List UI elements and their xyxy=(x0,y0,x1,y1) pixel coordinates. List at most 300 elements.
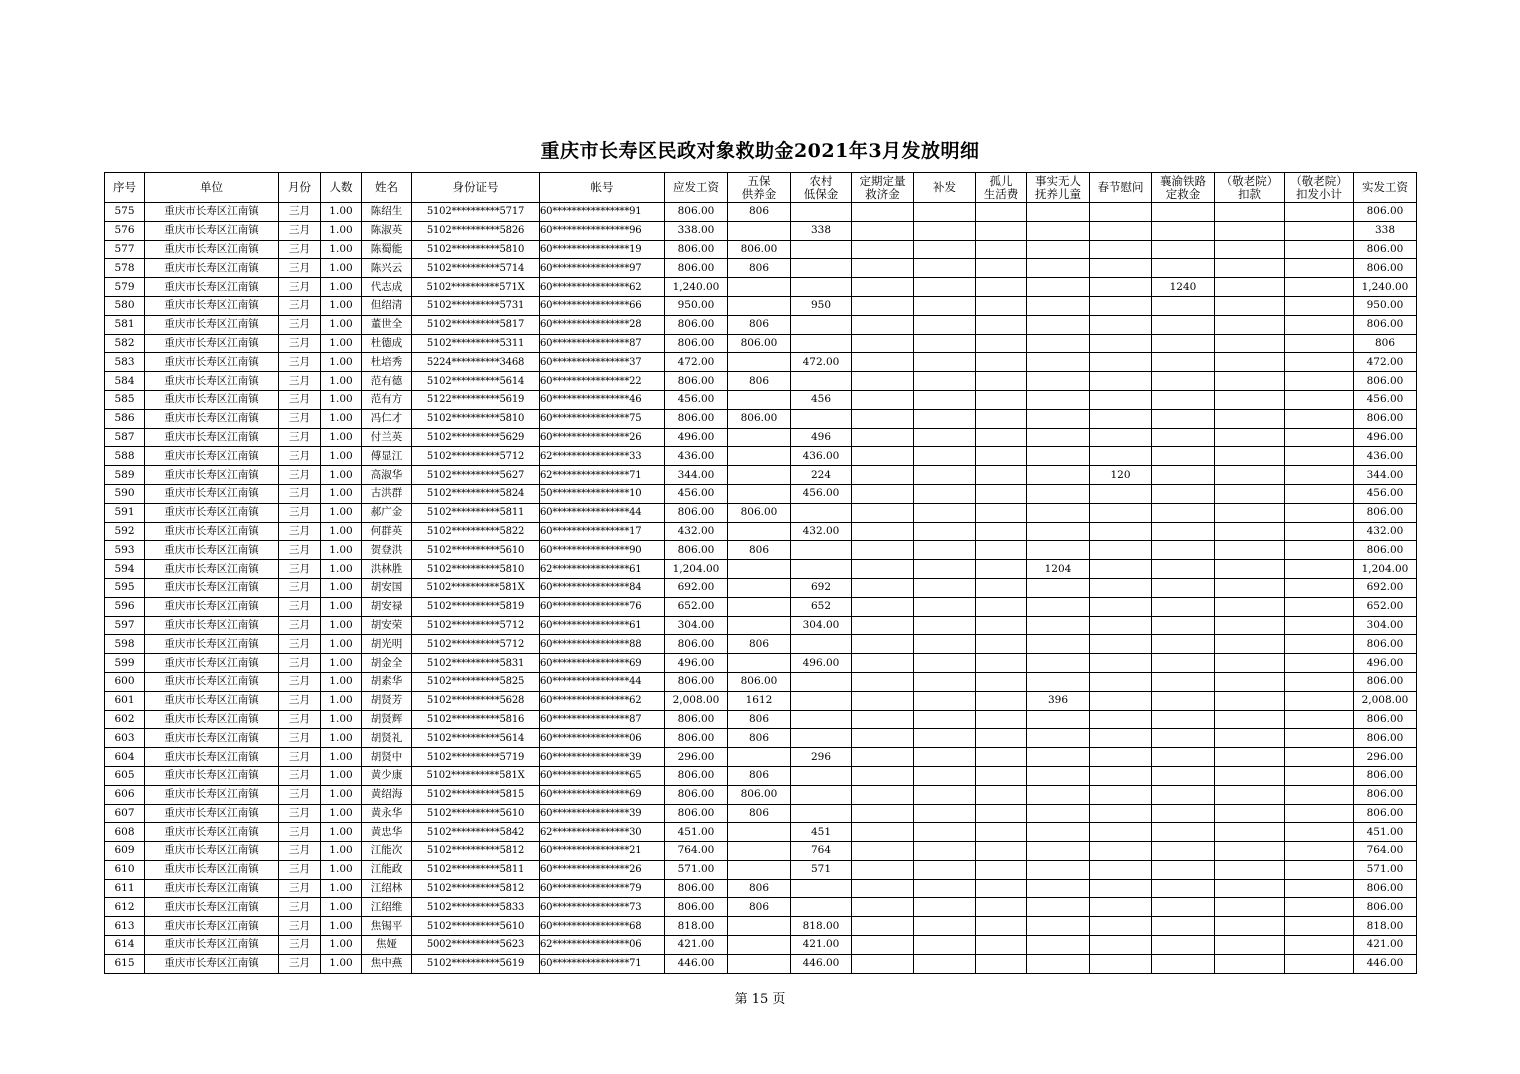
cell-nursing-home-subtotal xyxy=(1285,748,1354,767)
page-title: 重庆市长寿区民政对象救助金2021年3月发放明细 xyxy=(540,140,980,162)
cell-unit: 重庆市长寿区江南镇 xyxy=(145,616,279,635)
cell-id-number: 5102**********5629 xyxy=(412,428,540,447)
cell-back-pay xyxy=(914,823,976,842)
header-text: 帐号 xyxy=(590,180,614,194)
cell-unattended-child xyxy=(1027,578,1090,597)
cell-month: 三月 xyxy=(279,804,321,823)
cell-month: 三月 xyxy=(279,917,321,936)
cell-month: 三月 xyxy=(279,278,321,297)
cell-rural-subsistence xyxy=(791,541,852,560)
cell-back-pay xyxy=(914,296,976,315)
cell-seq: 575 xyxy=(105,203,145,222)
cell-gross-pay: 1,204.00 xyxy=(665,560,728,579)
cell-unit: 重庆市长寿区江南镇 xyxy=(145,917,279,936)
cell-unit: 重庆市长寿区江南镇 xyxy=(145,860,279,879)
cell-nursing-home-deduction xyxy=(1215,522,1285,541)
cell-unit: 重庆市长寿区江南镇 xyxy=(145,654,279,673)
cell-seq: 612 xyxy=(105,898,145,917)
header-text: （敬老院） xyxy=(1290,173,1348,188)
cell-month: 三月 xyxy=(279,616,321,635)
cell-name: 郝广金 xyxy=(362,503,412,522)
cell-nursing-home-subtotal xyxy=(1285,710,1354,729)
cell-name: 江绍维 xyxy=(362,898,412,917)
cell-five-guarantee: 806 xyxy=(728,804,791,823)
cell-festival-condolence xyxy=(1090,729,1152,748)
cell-railway-relief xyxy=(1152,654,1215,673)
cell-gross-pay: 338.00 xyxy=(665,221,728,240)
cell-regular-relief xyxy=(852,447,914,466)
header-account xyxy=(540,173,665,203)
cell-railway-relief xyxy=(1152,409,1215,428)
cell-railway-relief xyxy=(1152,936,1215,955)
cell-seq: 605 xyxy=(105,766,145,785)
cell-unit: 重庆市长寿区江南镇 xyxy=(145,785,279,804)
header-text: 低保金 xyxy=(803,186,839,201)
cell-nursing-home-deduction xyxy=(1215,729,1285,748)
cell-account: 60****************65 xyxy=(540,766,665,785)
cell-back-pay xyxy=(914,672,976,691)
cell-orphan-allowance xyxy=(976,917,1027,936)
cell-nursing-home-subtotal xyxy=(1285,729,1354,748)
cell-back-pay xyxy=(914,503,976,522)
cell-nursing-home-deduction xyxy=(1215,635,1285,654)
cell-railway-relief xyxy=(1152,823,1215,842)
cell-seq: 581 xyxy=(105,315,145,334)
cell-railway-relief xyxy=(1152,710,1215,729)
cell-unattended-child xyxy=(1027,804,1090,823)
cell-id-number: 5102**********5610 xyxy=(412,541,540,560)
cell-railway-relief xyxy=(1152,522,1215,541)
cell-nursing-home-deduction xyxy=(1215,785,1285,804)
cell-unit: 重庆市长寿区江南镇 xyxy=(145,578,279,597)
header-text: 定救金 xyxy=(1165,186,1201,201)
cell-unit: 重庆市长寿区江南镇 xyxy=(145,353,279,372)
cell-regular-relief xyxy=(852,917,914,936)
header-text: 供养金 xyxy=(741,186,777,201)
cell-regular-relief xyxy=(852,390,914,409)
cell-gross-pay: 1,240.00 xyxy=(665,278,728,297)
cell-id-number: 5102**********5627 xyxy=(412,466,540,485)
header-back-pay xyxy=(914,173,976,203)
table-row xyxy=(105,578,1417,597)
cell-gross-pay: 950.00 xyxy=(665,296,728,315)
cell-net-pay: 652.00 xyxy=(1354,597,1417,616)
cell-unattended-child xyxy=(1027,409,1090,428)
cell-orphan-allowance xyxy=(976,842,1027,861)
cell-back-pay xyxy=(914,315,976,334)
header-text: 身份证号 xyxy=(452,180,499,194)
cell-regular-relief xyxy=(852,748,914,767)
cell-unit: 重庆市长寿区江南镇 xyxy=(145,879,279,898)
cell-rural-subsistence: 472.00 xyxy=(791,353,852,372)
header-net-pay xyxy=(1354,173,1417,203)
cell-orphan-allowance xyxy=(976,578,1027,597)
cell-unit: 重庆市长寿区江南镇 xyxy=(145,710,279,729)
cell-orphan-allowance xyxy=(976,203,1027,222)
cell-net-pay: 818.00 xyxy=(1354,917,1417,936)
table-row xyxy=(105,484,1417,503)
cell-orphan-allowance xyxy=(976,522,1027,541)
cell-five-guarantee: 806 xyxy=(728,541,791,560)
cell-name: 范有德 xyxy=(362,372,412,391)
cell-railway-relief xyxy=(1152,860,1215,879)
cell-id-number: 5102**********5831 xyxy=(412,654,540,673)
table-row xyxy=(105,278,1417,297)
table-row xyxy=(105,428,1417,447)
cell-gross-pay: 451.00 xyxy=(665,823,728,842)
cell-orphan-allowance xyxy=(976,484,1027,503)
cell-back-pay xyxy=(914,691,976,710)
cell-rural-subsistence: 818.00 xyxy=(791,917,852,936)
cell-account: 60****************39 xyxy=(540,748,665,767)
cell-festival-condolence xyxy=(1090,597,1152,616)
cell-festival-condolence xyxy=(1090,522,1152,541)
cell-unattended-child: 396 xyxy=(1027,691,1090,710)
cell-five-guarantee: 806 xyxy=(728,372,791,391)
cell-orphan-allowance xyxy=(976,503,1027,522)
cell-count: 1.00 xyxy=(321,804,362,823)
cell-net-pay: 296.00 xyxy=(1354,748,1417,767)
cell-month: 三月 xyxy=(279,672,321,691)
cell-net-pay: 344.00 xyxy=(1354,466,1417,485)
cell-id-number: 5102**********5833 xyxy=(412,898,540,917)
header-text: 单位 xyxy=(200,180,223,194)
cell-month: 三月 xyxy=(279,879,321,898)
cell-orphan-allowance xyxy=(976,447,1027,466)
cell-festival-condolence xyxy=(1090,560,1152,579)
cell-nursing-home-subtotal xyxy=(1285,296,1354,315)
cell-orphan-allowance xyxy=(976,635,1027,654)
cell-back-pay xyxy=(914,654,976,673)
table-row xyxy=(105,409,1417,428)
cell-railway-relief: 1240 xyxy=(1152,278,1215,297)
cell-seq: 580 xyxy=(105,296,145,315)
header-text: 补发 xyxy=(933,180,956,194)
header-name xyxy=(362,173,412,203)
cell-net-pay: 2,008.00 xyxy=(1354,691,1417,710)
cell-unit: 重庆市长寿区江南镇 xyxy=(145,597,279,616)
cell-month: 三月 xyxy=(279,729,321,748)
cell-net-pay: 446.00 xyxy=(1354,954,1417,973)
cell-festival-condolence xyxy=(1090,372,1152,391)
cell-net-pay: 456.00 xyxy=(1354,484,1417,503)
cell-rural-subsistence: 692 xyxy=(791,578,852,597)
cell-gross-pay: 652.00 xyxy=(665,597,728,616)
cell-name: 胡金全 xyxy=(362,654,412,673)
cell-name: 何群英 xyxy=(362,522,412,541)
cell-unit: 重庆市长寿区江南镇 xyxy=(145,541,279,560)
cell-count: 1.00 xyxy=(321,710,362,729)
cell-id-number: 5002**********5623 xyxy=(412,936,540,955)
header-text: 扣款 xyxy=(1238,186,1261,201)
cell-unit: 重庆市长寿区江南镇 xyxy=(145,729,279,748)
cell-five-guarantee xyxy=(728,748,791,767)
cell-back-pay xyxy=(914,748,976,767)
cell-orphan-allowance xyxy=(976,597,1027,616)
cell-name: 陈兴云 xyxy=(362,259,412,278)
cell-unit: 重庆市长寿区江南镇 xyxy=(145,203,279,222)
cell-id-number: 5102**********5311 xyxy=(412,334,540,353)
cell-regular-relief xyxy=(852,503,914,522)
cell-orphan-allowance xyxy=(976,691,1027,710)
cell-count: 1.00 xyxy=(321,936,362,955)
cell-unattended-child xyxy=(1027,522,1090,541)
cell-month: 三月 xyxy=(279,635,321,654)
cell-id-number: 5102**********5714 xyxy=(412,259,540,278)
cell-unit: 重庆市长寿区江南镇 xyxy=(145,372,279,391)
cell-count: 1.00 xyxy=(321,503,362,522)
cell-name: 付兰英 xyxy=(362,428,412,447)
cell-id-number: 5102**********5812 xyxy=(412,879,540,898)
cell-railway-relief xyxy=(1152,466,1215,485)
cell-net-pay: 764.00 xyxy=(1354,842,1417,861)
cell-orphan-allowance xyxy=(976,785,1027,804)
cell-festival-condolence xyxy=(1090,823,1152,842)
cell-account: 60****************71 xyxy=(540,954,665,973)
cell-id-number: 5122**********5619 xyxy=(412,390,540,409)
cell-festival-condolence xyxy=(1090,315,1152,334)
cell-id-number: 5102**********5610 xyxy=(412,804,540,823)
cell-unit: 重庆市长寿区江南镇 xyxy=(145,522,279,541)
cell-five-guarantee xyxy=(728,278,791,297)
cell-five-guarantee: 806 xyxy=(728,710,791,729)
cell-month: 三月 xyxy=(279,372,321,391)
table-row xyxy=(105,842,1417,861)
cell-railway-relief xyxy=(1152,390,1215,409)
cell-back-pay xyxy=(914,409,976,428)
cell-count: 1.00 xyxy=(321,879,362,898)
cell-nursing-home-subtotal xyxy=(1285,484,1354,503)
cell-unit: 重庆市长寿区江南镇 xyxy=(145,560,279,579)
cell-festival-condolence xyxy=(1090,259,1152,278)
header-text: 农村 xyxy=(809,173,833,188)
header-text: 襄渝铁路 xyxy=(1160,173,1206,188)
cell-nursing-home-subtotal xyxy=(1285,597,1354,616)
cell-five-guarantee xyxy=(728,484,791,503)
cell-back-pay xyxy=(914,240,976,259)
cell-count: 1.00 xyxy=(321,748,362,767)
cell-rural-subsistence xyxy=(791,710,852,729)
cell-festival-condolence xyxy=(1090,936,1152,955)
cell-orphan-allowance xyxy=(976,954,1027,973)
cell-gross-pay: 344.00 xyxy=(665,466,728,485)
cell-month: 三月 xyxy=(279,748,321,767)
table-row xyxy=(105,710,1417,729)
cell-nursing-home-subtotal xyxy=(1285,334,1354,353)
cell-nursing-home-subtotal xyxy=(1285,221,1354,240)
table-row xyxy=(105,503,1417,522)
cell-nursing-home-subtotal xyxy=(1285,917,1354,936)
cell-name: 杜德成 xyxy=(362,334,412,353)
cell-account: 60****************39 xyxy=(540,804,665,823)
cell-regular-relief xyxy=(852,353,914,372)
cell-unattended-child xyxy=(1027,240,1090,259)
cell-seq: 601 xyxy=(105,691,145,710)
cell-unattended-child xyxy=(1027,729,1090,748)
cell-unit: 重庆市长寿区江南镇 xyxy=(145,672,279,691)
cell-regular-relief xyxy=(852,278,914,297)
cell-orphan-allowance xyxy=(976,296,1027,315)
cell-unattended-child xyxy=(1027,672,1090,691)
cell-net-pay: 806.00 xyxy=(1354,672,1417,691)
header-count xyxy=(321,173,362,203)
table-row xyxy=(105,936,1417,955)
table-row xyxy=(105,560,1417,579)
cell-festival-condolence xyxy=(1090,898,1152,917)
cell-net-pay: 692.00 xyxy=(1354,578,1417,597)
table-row xyxy=(105,296,1417,315)
cell-nursing-home-subtotal xyxy=(1285,691,1354,710)
cell-account: 60****************96 xyxy=(540,221,665,240)
cell-festival-condolence xyxy=(1090,503,1152,522)
cell-nursing-home-deduction xyxy=(1215,578,1285,597)
cell-regular-relief xyxy=(852,409,914,428)
cell-name: 胡贤辉 xyxy=(362,710,412,729)
cell-seq: 609 xyxy=(105,842,145,861)
cell-net-pay: 456.00 xyxy=(1354,390,1417,409)
cell-back-pay xyxy=(914,898,976,917)
cell-gross-pay: 806.00 xyxy=(665,804,728,823)
cell-gross-pay: 806.00 xyxy=(665,315,728,334)
header-text: 抚养儿童 xyxy=(1035,186,1081,201)
cell-orphan-allowance xyxy=(976,259,1027,278)
cell-month: 三月 xyxy=(279,353,321,372)
cell-name: 范有方 xyxy=(362,390,412,409)
cell-month: 三月 xyxy=(279,466,321,485)
cell-month: 三月 xyxy=(279,710,321,729)
cell-account: 50****************10 xyxy=(540,484,665,503)
cell-orphan-allowance xyxy=(976,541,1027,560)
cell-rural-subsistence xyxy=(791,503,852,522)
cell-count: 1.00 xyxy=(321,334,362,353)
cell-nursing-home-deduction xyxy=(1215,879,1285,898)
cell-back-pay xyxy=(914,560,976,579)
cell-seq: 598 xyxy=(105,635,145,654)
cell-unattended-child xyxy=(1027,334,1090,353)
cell-month: 三月 xyxy=(279,296,321,315)
cell-five-guarantee xyxy=(728,221,791,240)
cell-back-pay xyxy=(914,842,976,861)
table-row xyxy=(105,334,1417,353)
cell-orphan-allowance xyxy=(976,353,1027,372)
cell-net-pay: 304.00 xyxy=(1354,616,1417,635)
header-unattended-child xyxy=(1027,173,1090,203)
relief-payment-table xyxy=(104,172,1417,974)
cell-regular-relief xyxy=(852,616,914,635)
cell-festival-condolence xyxy=(1090,221,1152,240)
cell-orphan-allowance xyxy=(976,466,1027,485)
cell-unit: 重庆市长寿区江南镇 xyxy=(145,278,279,297)
cell-id-number: 5102**********5816 xyxy=(412,710,540,729)
cell-id-number: 5102**********5825 xyxy=(412,672,540,691)
cell-rural-subsistence: 456 xyxy=(791,390,852,409)
cell-nursing-home-deduction xyxy=(1215,447,1285,466)
cell-five-guarantee xyxy=(728,842,791,861)
cell-back-pay xyxy=(914,447,976,466)
cell-festival-condolence xyxy=(1090,879,1152,898)
cell-unit: 重庆市长寿区江南镇 xyxy=(145,409,279,428)
cell-festival-condolence xyxy=(1090,635,1152,654)
cell-regular-relief xyxy=(852,785,914,804)
table-row xyxy=(105,766,1417,785)
cell-unattended-child xyxy=(1027,785,1090,804)
cell-id-number: 5102**********5812 xyxy=(412,842,540,861)
cell-net-pay: 806.00 xyxy=(1354,729,1417,748)
cell-net-pay: 806.00 xyxy=(1354,710,1417,729)
cell-seq: 614 xyxy=(105,936,145,955)
cell-nursing-home-deduction xyxy=(1215,691,1285,710)
cell-account: 60****************19 xyxy=(540,240,665,259)
cell-railway-relief xyxy=(1152,804,1215,823)
cell-railway-relief xyxy=(1152,240,1215,259)
cell-railway-relief xyxy=(1152,296,1215,315)
cell-back-pay xyxy=(914,597,976,616)
cell-nursing-home-deduction xyxy=(1215,259,1285,278)
cell-railway-relief xyxy=(1152,334,1215,353)
cell-unattended-child xyxy=(1027,466,1090,485)
cell-name: 陈蜀能 xyxy=(362,240,412,259)
table-row xyxy=(105,597,1417,616)
cell-back-pay xyxy=(914,879,976,898)
cell-count: 1.00 xyxy=(321,447,362,466)
cell-rural-subsistence: 950 xyxy=(791,296,852,315)
cell-unattended-child xyxy=(1027,936,1090,955)
cell-nursing-home-deduction xyxy=(1215,428,1285,447)
cell-orphan-allowance xyxy=(976,860,1027,879)
cell-nursing-home-deduction xyxy=(1215,860,1285,879)
cell-nursing-home-subtotal xyxy=(1285,315,1354,334)
cell-month: 三月 xyxy=(279,691,321,710)
cell-back-pay xyxy=(914,804,976,823)
cell-name: 江能政 xyxy=(362,860,412,879)
cell-gross-pay: 304.00 xyxy=(665,616,728,635)
cell-account: 60****************87 xyxy=(540,334,665,353)
cell-rural-subsistence: 456.00 xyxy=(791,484,852,503)
cell-nursing-home-subtotal xyxy=(1285,240,1354,259)
cell-nursing-home-subtotal xyxy=(1285,860,1354,879)
cell-railway-relief xyxy=(1152,954,1215,973)
cell-unattended-child xyxy=(1027,616,1090,635)
cell-nursing-home-deduction xyxy=(1215,766,1285,785)
header-nursing-home-deduction xyxy=(1215,173,1285,203)
cell-count: 1.00 xyxy=(321,616,362,635)
cell-railway-relief xyxy=(1152,917,1215,936)
cell-account: 60****************06 xyxy=(540,729,665,748)
cell-account: 60****************69 xyxy=(540,785,665,804)
cell-rural-subsistence: 224 xyxy=(791,466,852,485)
cell-net-pay: 806.00 xyxy=(1354,766,1417,785)
cell-name: 江能次 xyxy=(362,842,412,861)
cell-unattended-child xyxy=(1027,654,1090,673)
cell-back-pay xyxy=(914,936,976,955)
cell-unattended-child xyxy=(1027,484,1090,503)
cell-back-pay xyxy=(914,466,976,485)
cell-five-guarantee: 806 xyxy=(728,766,791,785)
cell-five-guarantee xyxy=(728,353,791,372)
cell-festival-condolence xyxy=(1090,428,1152,447)
cell-id-number: 5102**********5817 xyxy=(412,315,540,334)
cell-net-pay: 806.00 xyxy=(1354,259,1417,278)
cell-back-pay xyxy=(914,334,976,353)
cell-nursing-home-subtotal xyxy=(1285,278,1354,297)
cell-orphan-allowance xyxy=(976,278,1027,297)
header-orphan-allowance xyxy=(976,173,1027,203)
cell-unit: 重庆市长寿区江南镇 xyxy=(145,240,279,259)
cell-rural-subsistence: 446.00 xyxy=(791,954,852,973)
cell-id-number: 5102**********5842 xyxy=(412,823,540,842)
cell-festival-condolence xyxy=(1090,804,1152,823)
cell-account: 62****************71 xyxy=(540,466,665,485)
